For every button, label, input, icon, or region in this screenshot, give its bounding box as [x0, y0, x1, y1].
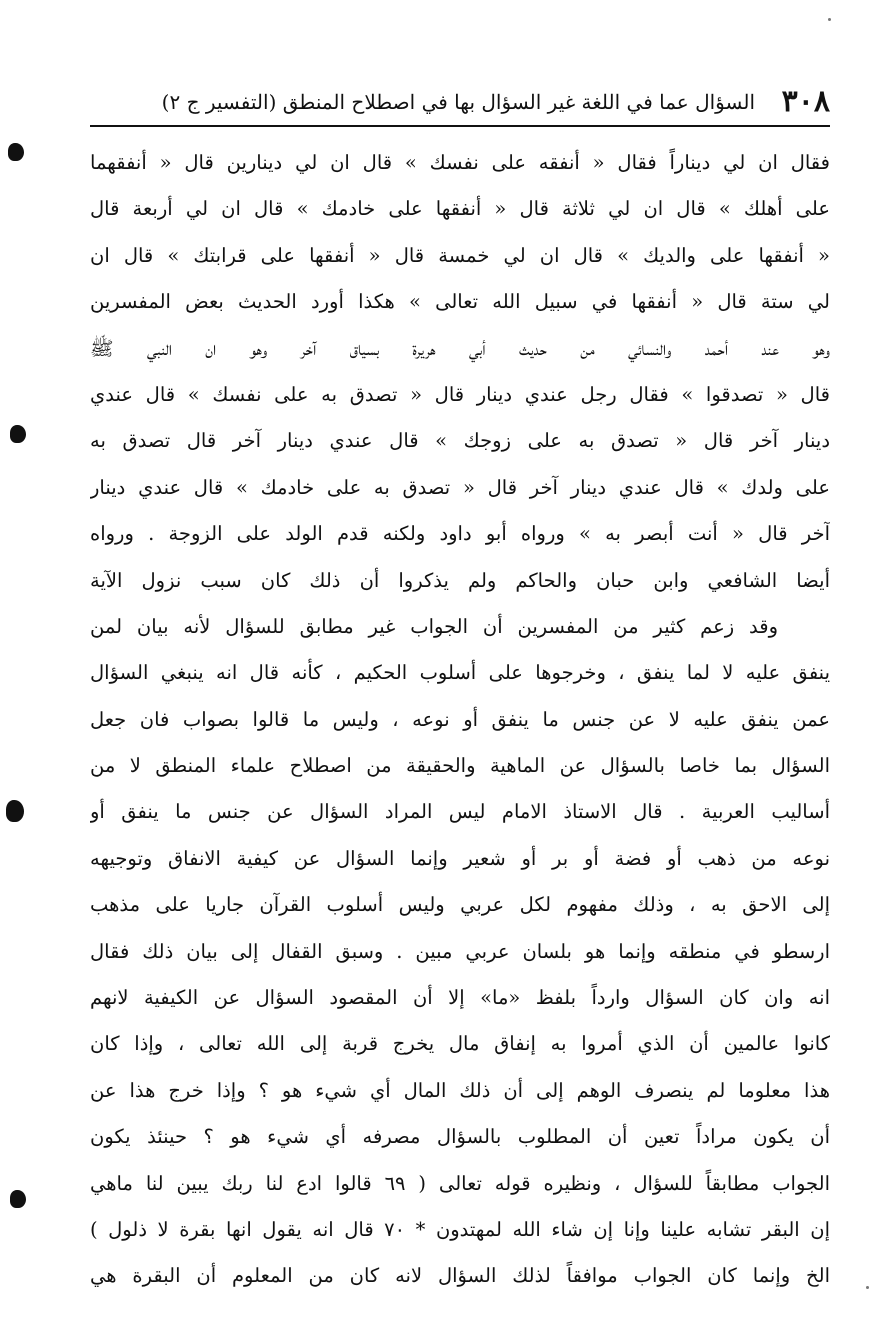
text-line: قال « تصدقوا » فقال رجل عندي دينار قال « تصدق به على نفسك » قال عندي: [90, 382, 830, 406]
text-line: السؤال بما خاصا بالسؤال عن الماهية والحقيقة من اصطلاح علماء المنطق لا من: [90, 754, 830, 778]
text-line: أساليب العربية . قال الاستاذ الامام ليس المراد السؤال عن جنس ما ينفق أو: [90, 800, 830, 824]
margin-ink-mark: [10, 1190, 26, 1208]
margin-ink-mark: [10, 425, 26, 443]
text-line: أن يكون مراداً تعين أن المطلوب بالسؤال مصرفه أي شيء هو ؟ حينئذ يكون: [90, 1125, 830, 1149]
page-header: [90, 82, 830, 122]
text-line: دينار آخر قال « تصدق به على زوجك » قال عندي دينار آخر قال تصدق به: [90, 429, 830, 453]
text-line: انه وان كان السؤال وارداً بلفظ «ما» إلا أن المقصود السؤال عن الكيفية لانهم: [90, 986, 830, 1010]
text-line: إلى الاحق به ، وذلك مفهوم لكل عربي وليس أسلوب القرآن جاريا على مذهب: [90, 893, 830, 917]
body-text: [90, 140, 830, 1300]
header-rule: [90, 125, 830, 127]
text-line: إن البقر تشابه علينا وإنا إن شاء الله لمهتدون * ٧٠ قال انه يقول انها بقرة لا ذلول ): [90, 1217, 830, 1241]
text-line: كانوا عالمين أن الذي أمروا به إنفاق مال يخرج قربة إلى الله تعالى ، وإذا كان: [90, 1032, 830, 1056]
text-line: فقال ان لي ديناراً فقال « أنفقه على نفسك » قال ان لي دينارين قال « أنفقهما: [90, 151, 830, 174]
text-line: على أهلك » قال ان لي ثلاثة قال « أنفقها على خادمك » قال ان لي أربعة قال: [90, 197, 830, 221]
speck: [828, 18, 831, 21]
text-line: نوعه من ذهب أو فضة أو بر أو شعير وإنما السؤال عن كيفية الانفاق وتوجيهه: [90, 846, 830, 870]
text-line: عمن ينفق عليه لا عن جنس ما ينفق أو نوعه ، وليس ما قالوا بصواب فان جعل: [90, 707, 830, 731]
page-number: ٣٠٨: [781, 84, 830, 119]
text-line: وهو عند أحمد والنسائي من حديث أبي هريرة بسياق آخر وهو ان النبي ﷺ: [90, 336, 830, 360]
running-title: السؤال عما في اللغة غير السؤال بها في اصطلاح المنطق (التفسير ج ٢): [161, 90, 755, 114]
text-line: ارسطو في منطقه وإنما هو بلسان عربي مبين . وسبق القفال إلى بيان ذلك فقال: [90, 939, 830, 963]
text-line: « أنفقها على والديك » قال ان لي خمسة قال « أنفقها على قرابتك » قال ان: [90, 243, 830, 267]
text-line: على ولدك » قال عندي دينار آخر قال « تصدق به على خادمك » قال عندي دينار: [90, 475, 830, 499]
text-line: هذا معلوما لم ينصرف الوهم إلى أن ذلك المال أي شيء هو ؟ وإذا خرج هذا عن: [90, 1078, 830, 1102]
text-line: آخر قال « أنت أبصر به » ورواه أبو داود ولكنه قدم الولد على الزوجة . ورواه: [90, 522, 830, 546]
text-line: ينفق عليه لا لما ينفق ، وخرجوها على أسلوب الحكيم ، كأنه قال انه ينبغي السؤال: [90, 661, 830, 685]
margin-ink-mark: [6, 800, 24, 822]
paragraph-start-line: وقد زعم كثير من المفسرين أن الجواب غير مطابق للسؤال لأنه بيان لمن: [90, 614, 778, 638]
text-line: الجواب مطابقاً للسؤال ، ونظيره قوله تعالى ( ٦٩ قالوا ادع لنا ربك يبين لنا ماهي: [90, 1171, 830, 1195]
text-line: أيضا الشافعي وابن حبان والحاكم ولم يذكروا أن ذلك كان سبب نزول الآية: [90, 568, 830, 592]
speck: [866, 1286, 869, 1289]
text-line: الخ وإنما كان الجواب موافقاً لذلك السؤال لانه كان من المعلوم أن البقرة هي: [90, 1264, 830, 1288]
margin-ink-mark: [8, 143, 24, 161]
text-line: لي ستة قال « أنفقها في سبيل الله تعالى » هكذا أورد الحديث بعض المفسرين: [90, 290, 830, 314]
